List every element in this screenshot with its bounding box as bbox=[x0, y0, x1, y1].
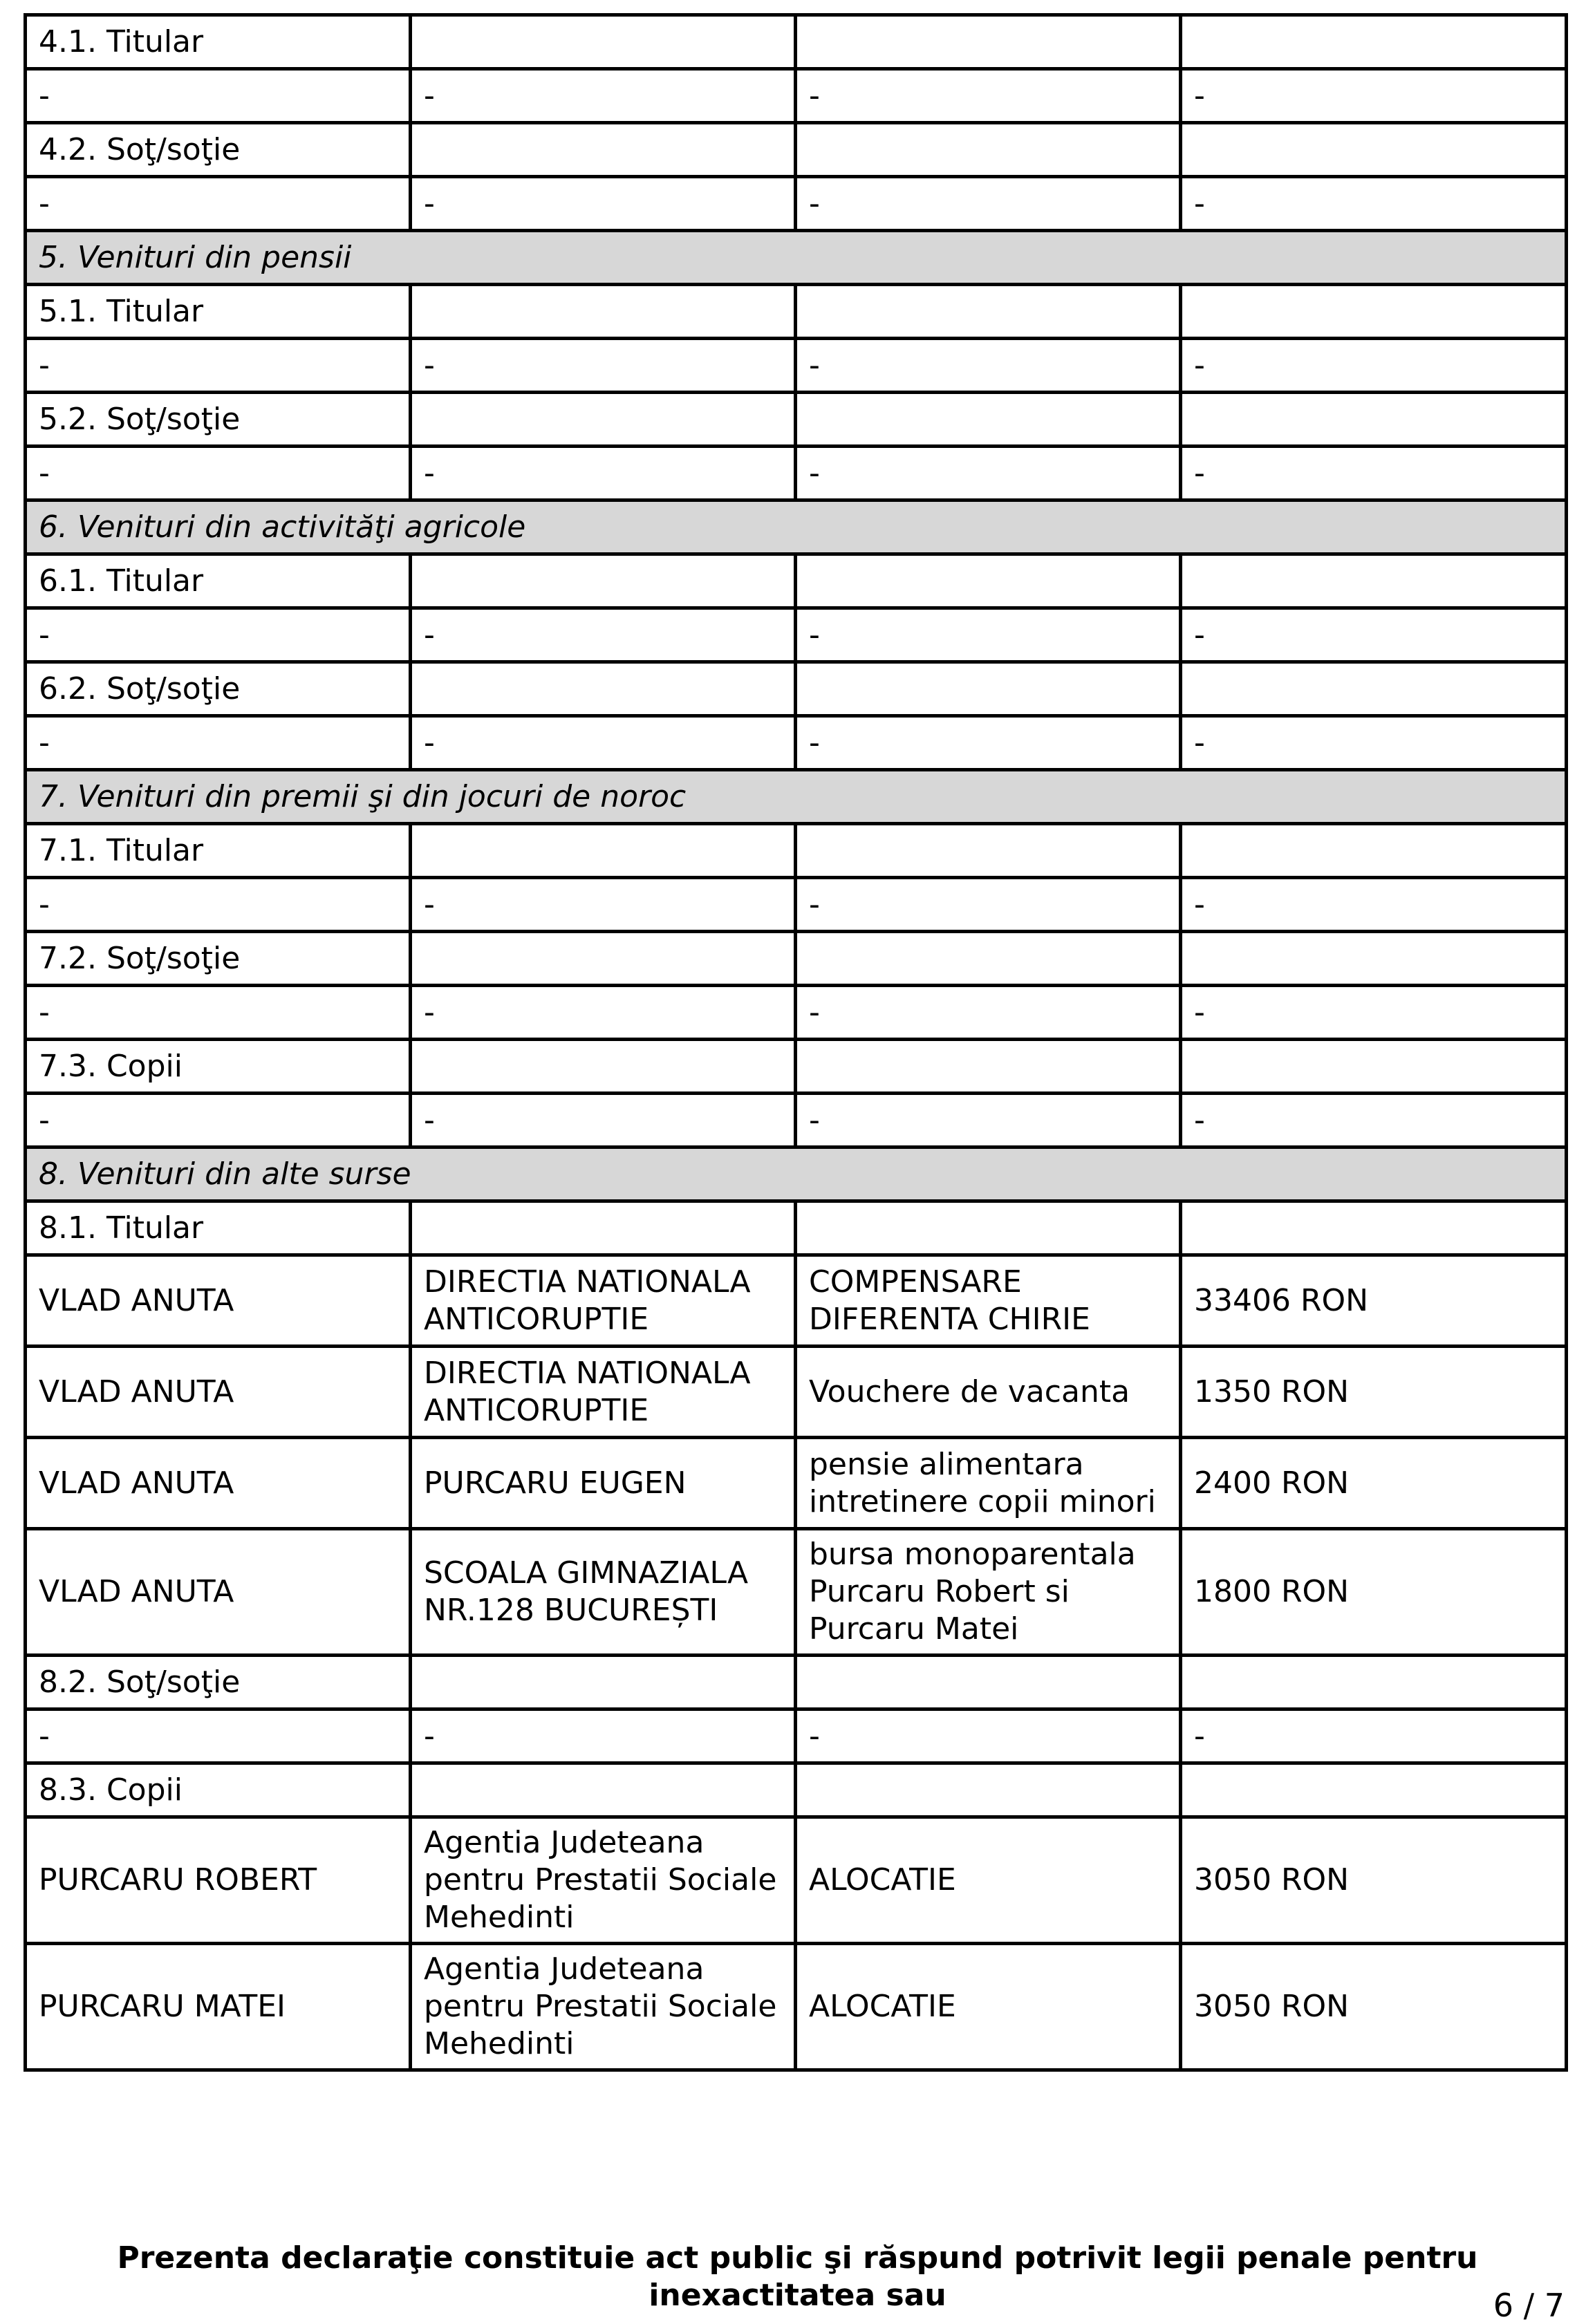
table-cell: 7.2. Soţ/soţie bbox=[26, 932, 411, 986]
income-declaration-table bbox=[24, 13, 1568, 2072]
table-cell: - bbox=[26, 608, 411, 662]
table-cell bbox=[796, 15, 1181, 69]
table-cell: SCOALA GIMNAZIALA NR.128 BUCUREȘTI bbox=[411, 1529, 796, 1656]
table-cell: Agentia Judeteana pentru Prestatii Sociale Mehedinti bbox=[411, 1817, 796, 1944]
table-row bbox=[26, 986, 1567, 1040]
table-cell: - bbox=[411, 878, 796, 932]
table-cell: ALOCATIE bbox=[796, 1944, 1181, 2070]
table-row bbox=[26, 878, 1567, 932]
table-cell: COMPENSARE DIFERENTA CHIRIE bbox=[796, 1255, 1181, 1347]
table-row bbox=[26, 1817, 1567, 1944]
table-row bbox=[26, 1040, 1567, 1094]
table-cell: - bbox=[796, 716, 1181, 770]
table-cell: - bbox=[411, 608, 796, 662]
table-cell bbox=[411, 662, 796, 716]
table-cell: pensie alimentara intretinere copii minori bbox=[796, 1438, 1181, 1529]
table-cell bbox=[411, 1656, 796, 1709]
table-cell: bursa monoparentala Purcaru Robert si Purcaru Matei bbox=[796, 1529, 1181, 1656]
section-header-label: 6. Venituri din activităţi agricole bbox=[26, 500, 1567, 554]
table-cell bbox=[411, 1763, 796, 1817]
table-cell bbox=[411, 824, 796, 878]
table-cell: 3050 RON bbox=[1181, 1817, 1567, 1944]
table-cell: 4.1. Titular bbox=[26, 15, 411, 69]
table-cell: - bbox=[796, 177, 1181, 231]
table-cell: - bbox=[26, 1709, 411, 1763]
table-cell: - bbox=[26, 1094, 411, 1147]
table-cell bbox=[1181, 1201, 1567, 1255]
table-cell: Agentia Judeteana pentru Prestatii Sociale Mehedinti bbox=[411, 1944, 796, 2070]
table-cell: - bbox=[796, 608, 1181, 662]
table-cell: DIRECTIA NATIONALA ANTICORUPTIE bbox=[411, 1347, 796, 1438]
table-cell bbox=[1181, 1040, 1567, 1094]
section-header-label: 7. Venituri din premii şi din jocuri de noroc bbox=[26, 770, 1567, 824]
table-cell bbox=[796, 1040, 1181, 1094]
table-cell bbox=[796, 554, 1181, 608]
table-body bbox=[26, 15, 1567, 2070]
table-cell: PURCARU ROBERT bbox=[26, 1817, 411, 1944]
table-row bbox=[26, 69, 1567, 123]
table-cell: PURCARU EUGEN bbox=[411, 1438, 796, 1529]
table-cell: - bbox=[411, 986, 796, 1040]
table-cell: - bbox=[796, 339, 1181, 393]
table-cell bbox=[1181, 662, 1567, 716]
table-row bbox=[26, 932, 1567, 986]
section-header-label: 5. Venituri din pensii bbox=[26, 231, 1567, 285]
table-cell: 5.1. Titular bbox=[26, 285, 411, 339]
table-cell: - bbox=[26, 339, 411, 393]
table-cell: - bbox=[411, 339, 796, 393]
table-row bbox=[26, 1094, 1567, 1147]
table-row bbox=[26, 1763, 1567, 1817]
table-cell: - bbox=[796, 1709, 1181, 1763]
table-cell: - bbox=[26, 986, 411, 1040]
table-cell bbox=[1181, 1763, 1567, 1817]
table-cell bbox=[796, 662, 1181, 716]
table-row bbox=[26, 608, 1567, 662]
table-row bbox=[26, 177, 1567, 231]
table-cell bbox=[411, 15, 796, 69]
table-cell: - bbox=[411, 1094, 796, 1147]
table-cell: VLAD ANUTA bbox=[26, 1347, 411, 1438]
table-cell: - bbox=[26, 447, 411, 500]
table-row bbox=[26, 1529, 1567, 1656]
table-cell: - bbox=[1181, 878, 1567, 932]
table-cell bbox=[1181, 824, 1567, 878]
table-cell: - bbox=[26, 716, 411, 770]
table-row bbox=[26, 1656, 1567, 1709]
table-cell: 6.1. Titular bbox=[26, 554, 411, 608]
table-row bbox=[26, 393, 1567, 447]
table-cell: - bbox=[796, 878, 1181, 932]
table-row bbox=[26, 1255, 1567, 1347]
table-cell: 4.2. Soţ/soţie bbox=[26, 123, 411, 177]
table-row bbox=[26, 1438, 1567, 1529]
table-row bbox=[26, 824, 1567, 878]
table-cell bbox=[411, 554, 796, 608]
page-number: 6 / 7 bbox=[1493, 2287, 1565, 2324]
section-header-row bbox=[26, 231, 1567, 285]
table-cell bbox=[411, 1040, 796, 1094]
table-cell: Vouchere de vacanta bbox=[796, 1347, 1181, 1438]
table-cell bbox=[411, 393, 796, 447]
table-cell: VLAD ANUTA bbox=[26, 1529, 411, 1656]
table-cell bbox=[796, 1763, 1181, 1817]
table-cell: - bbox=[796, 986, 1181, 1040]
table-cell: - bbox=[1181, 1094, 1567, 1147]
table-cell: - bbox=[26, 177, 411, 231]
table-cell bbox=[411, 932, 796, 986]
table-cell bbox=[796, 932, 1181, 986]
table-cell: 7.3. Copii bbox=[26, 1040, 411, 1094]
table-row bbox=[26, 716, 1567, 770]
section-header-row bbox=[26, 500, 1567, 554]
table-cell: - bbox=[1181, 339, 1567, 393]
table-row bbox=[26, 285, 1567, 339]
table-cell: - bbox=[1181, 608, 1567, 662]
table-cell: - bbox=[26, 878, 411, 932]
table-cell: VLAD ANUTA bbox=[26, 1255, 411, 1347]
table-cell: - bbox=[411, 177, 796, 231]
table-cell bbox=[796, 393, 1181, 447]
table-cell bbox=[1181, 932, 1567, 986]
table-cell: DIRECTIA NATIONALA ANTICORUPTIE bbox=[411, 1255, 796, 1347]
table-cell: - bbox=[411, 716, 796, 770]
table-cell bbox=[1181, 15, 1567, 69]
table-cell: ALOCATIE bbox=[796, 1817, 1181, 1944]
table-row bbox=[26, 1201, 1567, 1255]
table-cell bbox=[411, 123, 796, 177]
table-cell bbox=[796, 1201, 1181, 1255]
table-cell bbox=[1181, 285, 1567, 339]
table-cell: - bbox=[1181, 447, 1567, 500]
table-cell: - bbox=[1181, 177, 1567, 231]
table-cell: - bbox=[26, 69, 411, 123]
table-cell: 6.2. Soţ/soţie bbox=[26, 662, 411, 716]
table-row bbox=[26, 339, 1567, 393]
table-cell: 8.2. Soţ/soţie bbox=[26, 1656, 411, 1709]
table-row bbox=[26, 1347, 1567, 1438]
table-cell: - bbox=[411, 1709, 796, 1763]
table-row bbox=[26, 15, 1567, 69]
table-cell: 2400 RON bbox=[1181, 1438, 1567, 1529]
section-header-row bbox=[26, 770, 1567, 824]
table-cell: - bbox=[796, 69, 1181, 123]
table-cell: - bbox=[411, 69, 796, 123]
table-cell bbox=[1181, 554, 1567, 608]
table-cell bbox=[1181, 123, 1567, 177]
table-cell: 3050 RON bbox=[1181, 1944, 1567, 2070]
table-cell: - bbox=[796, 447, 1181, 500]
table-cell bbox=[1181, 393, 1567, 447]
section-header-row bbox=[26, 1147, 1567, 1201]
table-cell bbox=[796, 1656, 1181, 1709]
table-cell: 1800 RON bbox=[1181, 1529, 1567, 1656]
table-row bbox=[26, 662, 1567, 716]
table-cell: - bbox=[796, 1094, 1181, 1147]
table-cell: VLAD ANUTA bbox=[26, 1438, 411, 1529]
table-cell: - bbox=[1181, 69, 1567, 123]
table-cell: 8.1. Titular bbox=[26, 1201, 411, 1255]
table-cell bbox=[796, 824, 1181, 878]
declaration-footer-text: Prezenta declaraţie constituie act public şi răspund potrivit legii penale pentru inexactitatea sau bbox=[117, 2240, 1478, 2313]
table-cell bbox=[796, 123, 1181, 177]
table-cell: - bbox=[411, 447, 796, 500]
section-header-label: 8. Venituri din alte surse bbox=[26, 1147, 1567, 1201]
table-cell: - bbox=[1181, 1709, 1567, 1763]
table-cell: 5.2. Soţ/soţie bbox=[26, 393, 411, 447]
table-row bbox=[26, 447, 1567, 500]
table-cell bbox=[1181, 1656, 1567, 1709]
table-cell bbox=[411, 1201, 796, 1255]
table-cell: 7.1. Titular bbox=[26, 824, 411, 878]
table-cell bbox=[796, 285, 1181, 339]
table-cell: - bbox=[1181, 716, 1567, 770]
table-cell: PURCARU MATEI bbox=[26, 1944, 411, 2070]
table-cell bbox=[411, 285, 796, 339]
table-cell: 8.3. Copii bbox=[26, 1763, 411, 1817]
table-row bbox=[26, 123, 1567, 177]
table-row bbox=[26, 1944, 1567, 2070]
table-cell: 1350 RON bbox=[1181, 1347, 1567, 1438]
table-cell: 33406 RON bbox=[1181, 1255, 1567, 1347]
table-row bbox=[26, 554, 1567, 608]
table-row bbox=[26, 1709, 1567, 1763]
table-cell: - bbox=[1181, 986, 1567, 1040]
